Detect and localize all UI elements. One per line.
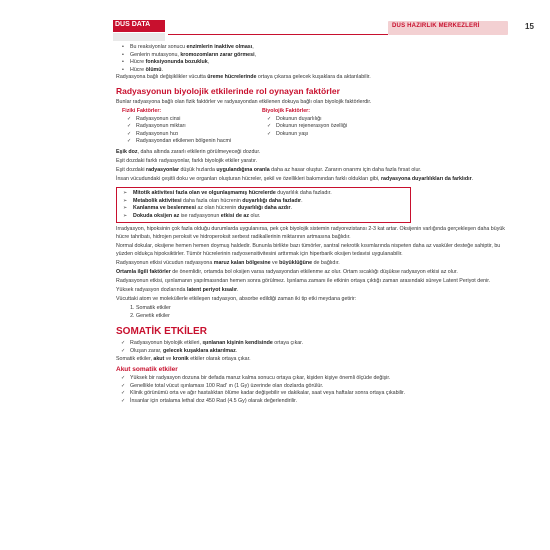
paragraph: Irradyasyon, hipoksinin çok fazla olduğu durumlarda uygulanırsa, pek çok biyolojik sistemin radyorezistansı 2-3 kat artar. Oksijenin varlığında gerçekleşen daha büyük hücre tahribatı, hidrojen peroksit ve hidroperoksit serbest radikallerinin miktarının artmasına bağlıdır. [116, 226, 505, 240]
column-title: Fiziki Faktörler: [122, 108, 162, 115]
list-item: ✓ Klinik görünümü orta ve ağır hastalıktan ölüme kadar değişebilir ve dakikalar, saat veya haftalar sonra ortaya çıkabilir. [116, 390, 508, 398]
logo-subtext [113, 33, 165, 41]
section-heading: Radyasyonun biyolojik etkilerinde rol oynayan faktörler [116, 85, 340, 96]
section-heading: SOMATİK ETKİLER [116, 326, 207, 338]
list-item: ✓ Dokunun rejenerasyon özelliği [262, 123, 402, 131]
list-item: ➢ Dokuda oksijen az ise radyasyonun etkisi de az olur. [121, 213, 406, 221]
biological-factors [262, 108, 402, 146]
header-divider [168, 34, 388, 35]
paragraph: Radyasyonun etkisi, ışınlamanın yapılmasından hemen sonra görülmez. Işınlama zamanı ile etkinin ortaya çıktığı zaman arasındaki süreye Latent Periyot denir. [116, 277, 491, 284]
paragraph: İnsan vücudundaki çeşitli doku ve organları oluşturan hücreler, şekil ve özellikleri bakımından farklı oldukları gibi, radyasyona duyarlılıkları da farklıdır. [116, 176, 474, 183]
effects-list [116, 305, 508, 320]
list-item: ✓ Radyasyonun biyolojik etkileri, ışınlanan kişinin kendisinde ortaya çıkar. [116, 340, 508, 348]
list-item: ✓ Radyasyonun miktarı [122, 123, 262, 131]
paragraph: Yüksek radyasyon dozlarında latent periyot kısalır. [116, 286, 239, 293]
list-item: ➢ Metabolik aktivitesi daha fazla olan hücrenin duyarlılığı daha fazladır. [121, 198, 406, 206]
paragraph: Somatik etkiler, akut ve kronik etkiler olarak ortaya çıkar. [116, 355, 251, 362]
list-item: • Hücre fonksiyonunda bozukluk, [116, 59, 508, 67]
list-item: • Hücre ölümü. [116, 67, 508, 75]
list-item: ✓ Radyasyondan etkilenen bölgenin hacmi [122, 138, 262, 146]
acute-bullet-list [116, 375, 508, 405]
list-item: ✓ Yüksek bir radyasyon dozuna bir defada maruz kalma sonucu ortaya çıkar, kişiden kişiye önemli ölçüde değişir. [116, 375, 508, 383]
page-number: 15 [525, 22, 534, 31]
list-item: ➢ Mitotik aktivitesi fazla olan ve olgunlaşmamış hücrelerde duyarlılık daha fazladır. [121, 190, 406, 198]
list-item: ✓ Oluşan zarar, gelecek kuşaklara aktarılmaz. [116, 348, 508, 356]
publisher-logo [113, 20, 165, 43]
paragraph: Normal dokular, oksijene hemen hemen doymuş haldedir. Bununla birlikte bazı tümörler, santral nekrotik kısımlarında nispeten daha az vasküler desteğe sahiptir, bu yüzden oldukça hipoksiktirler. Tümör hücrelerinin radyosensitivitesini arttırmak için hiperbarik oksijen tedavisi uygulanabilir. [116, 242, 501, 257]
paragraph: Eşik doz, daha altında zararlı etkilerin görülmeyeceği dozdur. [116, 149, 261, 156]
header-title: DUS HAZIRLIK MERKEZLERİ [392, 23, 480, 29]
list-item: • Bu reaksiyonlar sonucu enzimlerin inaktive olması, [116, 44, 508, 52]
intro-bullet-list [116, 44, 508, 74]
list-item: ✓ Radyasyonun hızı [122, 131, 262, 139]
paragraph: Radyasyonun etkisi vücudun radyasyona maruz kalan bölgesine ve büyüklüğüne de bağlıdır. [116, 259, 340, 266]
factor-columns [122, 108, 508, 146]
list-item: 2. Genetik etkiler [136, 313, 508, 321]
physical-factors [122, 108, 262, 146]
sensitivity-box [116, 187, 411, 223]
paragraph: Vücuttaki atom ve moleküllerle etkileşen radyasyon, absorbe edildiği zaman iki tip etki meydana getirir: [116, 296, 357, 303]
paragraph: Ortamla ilgili faktörler de önemlidir, ortamda bol oksijen varsa radyasyondan etkilenme az olur. Ortam sıcaklığı düşükse radyasyon etkisi az olur. [116, 268, 458, 275]
page-content [116, 44, 508, 405]
list-item: 1. Somatik etkiler [136, 305, 508, 313]
paragraph: Eşit dozdaki farklı radyasyonlar, farklı biyolojik etkiler yaratır. [116, 158, 258, 165]
paragraph: Eşit dozdaki radyasyonlar düşük hızlarda uygulandığına oranla daha az hasar oluştur. Zararın onarımı için daha fazla fırsat olur. [116, 167, 422, 174]
list-item: ➢ Kanlanma ve beslenmesi az olan hücrenin duyarlılığı daha azdır. [121, 205, 406, 213]
list-item: ✓ Radyasyonun cinsi [122, 116, 262, 124]
logo-text: DUS DATA [115, 21, 151, 28]
list-item: ✓ Genellikle total vücut ışınlaması 100 Rad' ın (1 Gy) üzerinde olan dozlarda görülür. [116, 383, 508, 391]
list-item: ✓ İnsanlar için ortalama lethal doz 450 Rad (4.5 Gy) olarak değerlendirilir. [116, 398, 508, 406]
column-title: Biyolojik Faktörler: [262, 108, 310, 115]
list-item: ✓ Dokunun duyarlılığı [262, 116, 402, 124]
somatic-bullet-list [116, 340, 508, 355]
list-item: ✓ Dokunun yaşı [262, 131, 402, 139]
list-item: • Genlerin mutasyonu, kromozomların zarar görmesi, [116, 52, 508, 60]
subsection-heading: Akut somatik etkiler [116, 366, 178, 374]
paragraph: Bunlar radyasyona bağlı olan fizik faktörler ve radyasyondan etkilenen dokuya bağlı olan biyolojik faktörlerdir. [116, 98, 372, 105]
paragraph: Radyasyona bağlı değişiklikler vücutta üreme hücrelerinde ortaya çıkarsa gelecek kuşaklara da aktarılabilir. [116, 74, 371, 81]
